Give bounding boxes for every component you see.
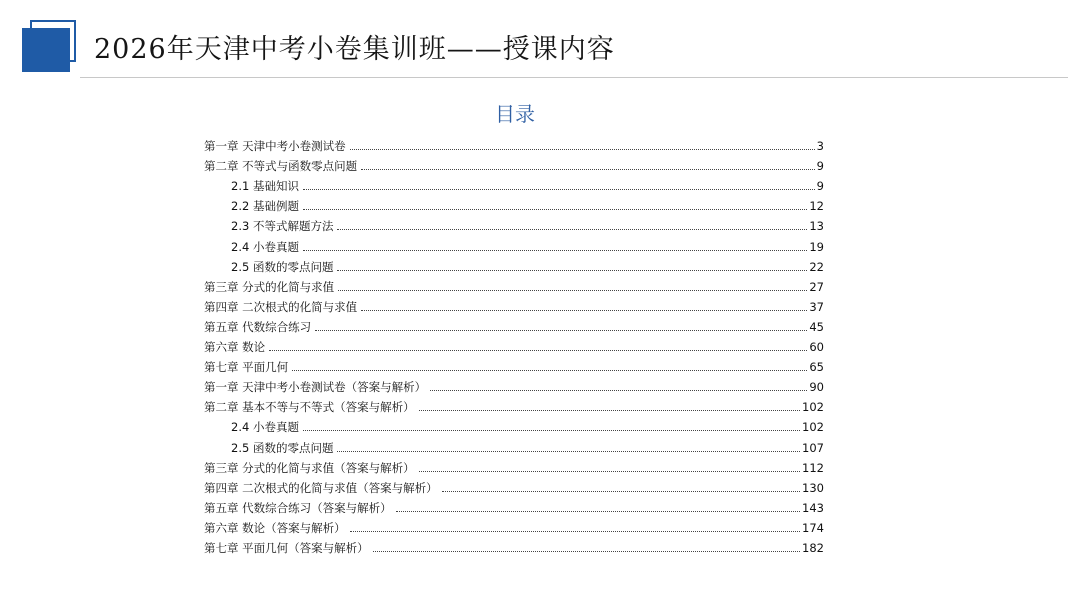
toc-dot-leader [337,451,800,452]
page-title: 2026年天津中考小卷集训班——授课内容 [94,34,615,65]
toc-entry-label: 第三章 分式的化简与求值 [204,279,335,294]
logo-square-fill [22,28,70,72]
toc-entry[interactable] [204,376,824,396]
toc-entry[interactable] [204,436,824,456]
toc-dot-leader [430,390,807,391]
toc-entry-page-number: 182 [802,540,824,555]
toc-entry-page-number: 9 [816,159,824,174]
toc-entry-page-number: 130 [802,480,824,495]
toc-entry-page-number: 13 [809,219,824,234]
toc-entry-label: 第三章 分式的化简与求值（答案与解析） [204,460,415,475]
toc-dot-leader [303,189,815,190]
toc-entry-page-number: 102 [802,420,824,435]
toc-entry-label: 第二章 基本不等与不等式（答案与解析） [204,400,415,415]
toc-dot-leader [361,169,815,170]
toc-entry[interactable] [204,537,824,557]
toc-entry-page-number: 37 [809,299,824,314]
toc-entry[interactable] [204,457,824,477]
toc-dot-leader [338,290,807,291]
toc-dot-leader [361,310,807,311]
toc-entry[interactable] [204,477,824,497]
toc-entry-page-number: 107 [802,440,824,455]
toc-entry-label: 第七章 平面几何（答案与解析） [204,540,369,555]
toc-entry-page-number: 90 [809,380,824,395]
toc-entry-page-number: 3 [816,139,824,154]
toc-entry-page-number: 22 [809,259,824,274]
toc-entry[interactable] [204,356,824,376]
toc-entry-label: 第一章 天津中考小卷测试卷（答案与解析） [204,380,427,395]
toc-dot-leader [303,430,800,431]
toc-dot-leader [337,229,807,230]
toc-entry-page-number: 45 [809,319,824,334]
toc-entry-label: 2.4 小卷真题 [231,420,299,435]
toc-entry[interactable] [204,276,824,296]
toc-dot-leader [373,551,800,552]
toc-entry-page-number: 60 [809,340,824,355]
toc-entry[interactable] [204,175,824,195]
toc-entry[interactable] [204,256,824,276]
toc-entry[interactable] [204,336,824,356]
header-divider [80,77,1068,78]
toc-entry[interactable] [204,316,824,336]
table-of-contents [204,135,824,557]
toc-entry-page-number: 19 [809,239,824,254]
toc-dot-leader [292,370,807,371]
toc-entry-label: 2.3 不等式解题方法 [231,219,334,234]
toc-entry[interactable] [204,396,824,416]
toc-entry-label: 2.2 基础例题 [231,199,299,214]
toc-entry-page-number: 12 [809,199,824,214]
toc-entry-label: 2.1 基础知识 [231,179,299,194]
toc-dot-leader [303,209,807,210]
toc-dot-leader [442,491,800,492]
toc-entry-label: 第五章 代数综合练习（答案与解析） [204,500,392,515]
toc-heading: 目录 [495,102,535,126]
toc-entry-label: 第六章 数论 [204,340,266,355]
toc-dot-leader [350,531,800,532]
toc-entry-page-number: 112 [802,460,824,475]
toc-entry-page-number: 174 [802,520,824,535]
toc-entry[interactable] [204,497,824,517]
toc-entry-label: 2.4 小卷真题 [231,239,299,254]
toc-entry-page-number: 143 [802,500,824,515]
toc-dot-leader [269,350,807,351]
toc-entry-page-number: 102 [802,400,824,415]
toc-entry-label: 第六章 数论（答案与解析） [204,520,346,535]
toc-dot-leader [419,471,800,472]
toc-entry-label: 第五章 代数综合练习 [204,319,312,334]
toc-entry-label: 第七章 平面几何 [204,360,289,375]
toc-entry[interactable] [204,195,824,215]
toc-entry-label: 第四章 二次根式的化简与求值（答案与解析） [204,480,438,495]
toc-entry-label: 第一章 天津中考小卷测试卷 [204,139,346,154]
toc-entry-label: 2.5 函数的零点问题 [231,440,334,455]
toc-entry[interactable] [204,416,824,436]
toc-entry-page-number: 65 [809,360,824,375]
toc-entry[interactable] [204,296,824,316]
toc-dot-leader [419,410,800,411]
toc-entry-page-number: 27 [809,279,824,294]
toc-entry[interactable] [204,235,824,255]
toc-entry[interactable] [204,135,824,155]
toc-entry[interactable] [204,517,824,537]
toc-entry-label: 第四章 二次根式的化简与求值 [204,299,358,314]
toc-entry[interactable] [204,155,824,175]
toc-entry-page-number: 9 [816,179,824,194]
toc-dot-leader [315,330,807,331]
toc-dot-leader [337,270,807,271]
toc-entry[interactable] [204,215,824,235]
toc-dot-leader [350,149,815,150]
toc-dot-leader [396,511,800,512]
toc-dot-leader [303,250,807,251]
toc-entry-label: 2.5 函数的零点问题 [231,259,334,274]
toc-entry-label: 第二章 不等式与函数零点问题 [204,159,358,174]
